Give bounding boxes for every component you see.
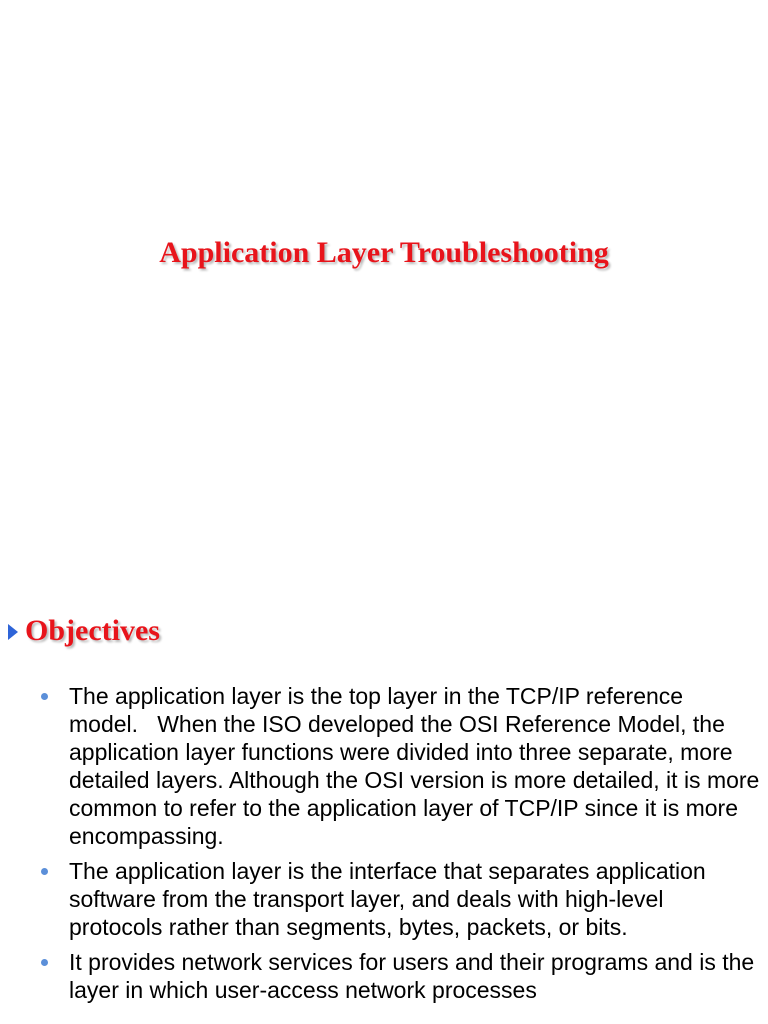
bullet-text: The application layer is the interface that separates application software from the transport layer, and deals with high-level protocols rather than segments, bytes, packets, or bits. [69,858,706,940]
bullet-list [0,682,768,1011]
triangle-right-icon [8,624,18,640]
bullet-dot-icon [41,868,48,875]
bullet-text: It provides network services for users and their programs and is the layer in which user-access network processes [69,949,755,1003]
section-heading-text: Objectives [25,614,160,647]
bullet-text: The application layer is the top layer in the TCP/IP reference model. When the ISO developed the OSI Reference Model, the application layer functions were divided into three separate, more detailed layers. Although the OSI version is more detailed, it is more common to refer to the application layer of TCP/IP since it is more encompassing. [69,683,760,849]
bullet-dot-icon [41,959,48,966]
list-item [0,857,768,941]
list-item [0,948,768,1004]
bullet-dot-icon [41,693,48,700]
list-item [0,682,768,850]
section-heading [8,614,160,648]
slide-title: Application Layer Troubleshooting [159,236,609,269]
